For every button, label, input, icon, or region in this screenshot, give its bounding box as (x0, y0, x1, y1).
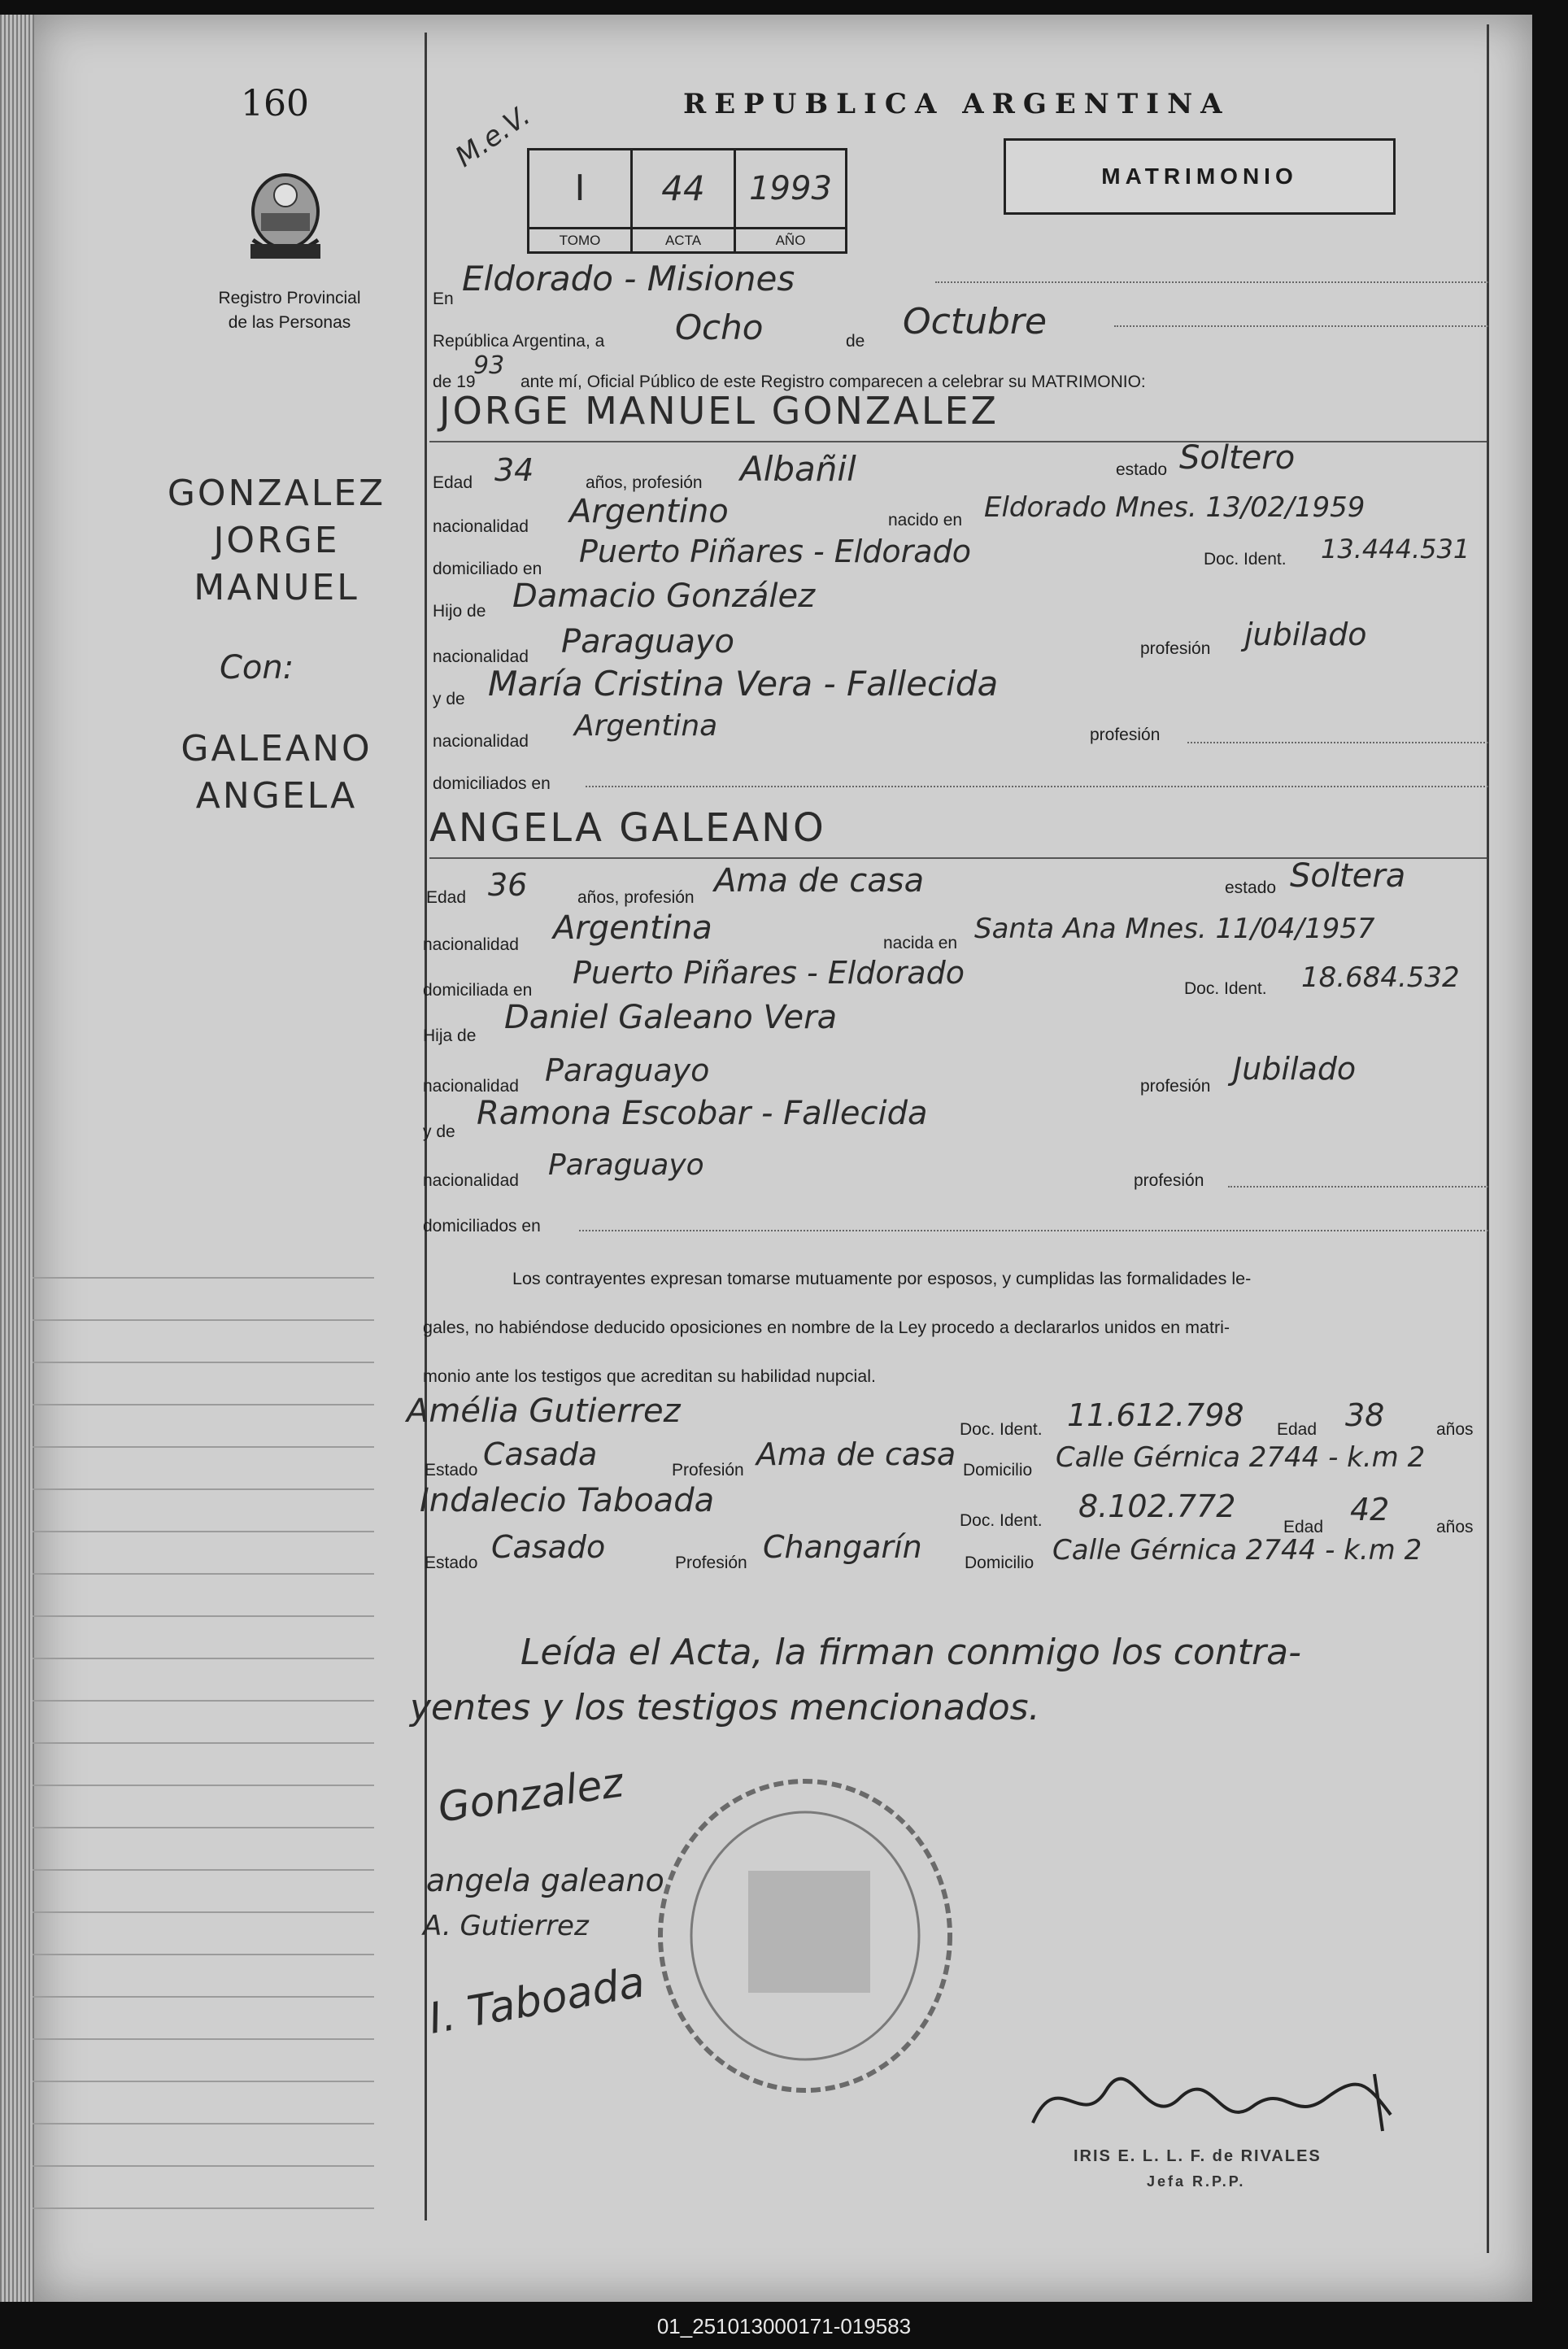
witness-2-edad-label: Edad (1283, 1518, 1324, 1536)
groom-edad-label: Edad (433, 473, 473, 492)
signature-bride: angela galeano (426, 1863, 664, 1898)
witness-2-estado-label: Estado (425, 1554, 478, 1572)
groom-padre-nac: Paraguayo (561, 623, 734, 660)
groom-padre: Damacio González (512, 577, 816, 615)
intro-place: Eldorado - Misiones (462, 259, 795, 299)
groom-madre: María Cristina Vera - Fallecida (488, 664, 999, 704)
bride-name: ANGELA GALEANO (429, 805, 826, 851)
ruled-line (33, 1362, 374, 1363)
closing-line-1: Leída el Acta, la firman conmigo los contra- (520, 1632, 1301, 1673)
intro-day: Ocho (675, 307, 764, 347)
intro-rep-label: República Argentina, a (433, 332, 605, 351)
witness-2-edad: 42 (1350, 1492, 1390, 1528)
ruled-line (33, 1700, 374, 1702)
groom-nacido-label: nacido en (888, 511, 963, 530)
declaration-line-1: Los contrayentes expresan tomarse mutuamente por esposos, y cumplidas las formalidades le- (512, 1269, 1252, 1288)
groom-nacionalidad: Argentino (569, 493, 729, 530)
bride-domicilio: Puerto Piñares - Eldorado (573, 955, 965, 991)
bride-padre-prof: Jubilado (1233, 1051, 1357, 1087)
witness-2-name: Indalecio Taboada (420, 1482, 715, 1519)
official-seal-icon (651, 1773, 960, 2098)
witness-2-estado: Casado (491, 1529, 606, 1565)
witness-2-profesion-label: Profesión (675, 1554, 747, 1572)
witness-1-domicilio-label: Domicilio (963, 1461, 1033, 1480)
groom-madre-nac-label: nacionalidad (433, 732, 529, 751)
witness-1-estado-label: Estado (425, 1461, 478, 1480)
bride-madre-label: y de (423, 1122, 455, 1141)
ruled-line (33, 2038, 374, 2040)
margin-bride-surname: GALEANO (181, 728, 372, 769)
document-type: MATRIMONIO (1101, 163, 1298, 189)
ruled-line (33, 1404, 374, 1405)
groom-doc-label: Doc. Ident. (1204, 550, 1287, 569)
ano-value: 1993 (749, 170, 832, 207)
bride-profesion: Ama de casa (714, 862, 925, 900)
margin-summary-groom (138, 470, 415, 612)
witness-2-doc-label: Doc. Ident. (960, 1511, 1043, 1530)
witness-1-edad: 38 (1345, 1397, 1385, 1433)
bride-doc: 18.684.532 (1301, 961, 1460, 994)
bride-estado-label: estado (1225, 878, 1277, 897)
ruled-line (33, 1658, 374, 1659)
margin-note-top: M.e.V. (449, 99, 537, 174)
signature-witness-1: A. Gutierrez (423, 1910, 589, 1942)
witness-1-domicilio: Calle Gérnica 2744 - k.m 2 (1056, 1441, 1426, 1474)
declaration-line-3: monio ante los testigos que acreditan su habilidad nupcial. (423, 1366, 876, 1386)
page-number: 160 (241, 83, 309, 124)
acta-value: 44 (661, 168, 705, 208)
groom-domicilio-label: domiciliado en (433, 560, 542, 578)
bride-nacida-label: nacida en (883, 934, 958, 952)
official-name: IRIS E. L. L. F. de RIVALES (1074, 2147, 1322, 2165)
bride-estado: Soltera (1290, 857, 1406, 895)
registry-line-2: de las Personas (228, 313, 351, 332)
bride-padre-label: Hija de (423, 1026, 477, 1045)
bride-madre: Ramona Escobar - Fallecida (477, 1095, 928, 1132)
witness-1-profesion-label: Profesión (672, 1461, 744, 1480)
intro-en-label: En (433, 290, 454, 308)
groom-padre-nac-label: nacionalidad (433, 647, 529, 666)
declaration-line-2: gales, no habiéndose deducido oposiciones en nombre de la Ley procedo a declararlos unidos en matri- (423, 1318, 1230, 1337)
signature-witness-2: I. Taboada (425, 1958, 649, 2044)
witness-1-doc-label: Doc. Ident. (960, 1420, 1043, 1439)
margin-summary-bride (138, 726, 415, 820)
bride-padre-nac: Paraguayo (545, 1052, 710, 1088)
bride-nacionalidad-label: nacionalidad (423, 935, 519, 954)
ruled-line (33, 1785, 374, 1786)
coat-of-arms-icon (233, 163, 338, 268)
bride-madre-nac-label: nacionalidad (423, 1171, 519, 1190)
groom-madre-nac: Argentina (574, 709, 718, 743)
right-rule (1487, 24, 1489, 2253)
groom-padre-prof: jubilado (1244, 617, 1367, 652)
bride-madre-nac: Paraguayo (548, 1148, 704, 1182)
witness-1-anos-label: años (1436, 1420, 1474, 1439)
ruled-line (33, 1615, 374, 1617)
intro-text: ante mí, Oficial Público de este Registro comparecen a celebrar su MATRIMONIO: (520, 373, 1146, 391)
witness-1-profesion: Ama de casa (756, 1436, 956, 1472)
bride-nacida: Santa Ana Mnes. 11/04/1957 (974, 913, 1375, 945)
official-signature-icon (1025, 2058, 1415, 2147)
groom-doc: 13.444.531 (1321, 534, 1470, 564)
ano-label: AÑO (775, 233, 806, 248)
witness-2-domicilio-label: Domicilio (965, 1554, 1034, 1572)
registry-name (192, 286, 387, 335)
bride-madre-prof-label: profesión (1134, 1171, 1204, 1190)
groom-padre-prof-label: profesión (1140, 639, 1211, 658)
witness-2-domicilio: Calle Gérnica 2744 - k.m 2 (1052, 1534, 1422, 1567)
groom-domicilio: Puerto Piñares - Eldorado (579, 534, 971, 569)
groom-profesion: Albañil (740, 449, 856, 489)
groom-estado-label: estado (1116, 460, 1168, 479)
bride-edad: 36 (488, 867, 528, 903)
ruled-line (33, 1911, 374, 1913)
witness-1-edad-label: Edad (1277, 1420, 1318, 1439)
groom-padre-label: Hijo de (433, 602, 486, 621)
groom-estado: Soltero (1179, 439, 1296, 477)
bride-edad-label: Edad (426, 888, 467, 907)
margin-groom-first: JORGE (213, 520, 340, 561)
tomo-label: TOMO (529, 229, 633, 251)
ruled-line (33, 1742, 374, 1744)
ruled-line (33, 2165, 374, 2167)
document-type-box (1004, 138, 1396, 215)
ruled-line (33, 1827, 374, 1828)
groom-name: JORGE MANUEL GONZALEZ (439, 389, 1000, 433)
bride-padre-prof-label: profesión (1140, 1077, 1211, 1096)
intro-de-label: de (846, 332, 865, 351)
witness-2-doc: 8.102.772 (1078, 1488, 1236, 1524)
witness-1-estado: Casada (483, 1436, 598, 1472)
witness-1-doc: 11.612.798 (1067, 1397, 1244, 1433)
groom-domiciliados-label: domiciliados en (433, 774, 551, 793)
bride-doc-label: Doc. Ident. (1184, 979, 1267, 998)
margin-bride-first: ANGELA (195, 775, 358, 817)
witness-2-profesion: Changarín (763, 1529, 922, 1565)
footer-image-id: 01_251013000171-019583 (656, 2314, 912, 2338)
bride-domiciliados-label: domiciliados en (423, 1217, 541, 1236)
groom-profesion-label: años, profesión (586, 473, 703, 492)
intro-year-prefix: de 19 (433, 373, 476, 391)
witness-2-anos-label: años (1436, 1518, 1474, 1536)
margin-con: Con: (220, 649, 294, 686)
groom-edad: 34 (494, 452, 534, 488)
groom-nacionalidad-label: nacionalidad (433, 517, 529, 536)
ruled-line (33, 2207, 374, 2209)
ruled-line (33, 1446, 374, 1448)
ruled-line (33, 2123, 374, 2125)
bride-domicilio-label: domiciliada en (423, 981, 533, 1000)
groom-madre-label: y de (433, 690, 465, 708)
registry-line-1: Registro Provincial (218, 289, 361, 307)
ruled-line (33, 1573, 374, 1575)
document-header: REPUBLICA ARGENTINA (683, 88, 1230, 120)
record-box (527, 148, 847, 254)
bride-padre: Daniel Galeano Vera (504, 999, 838, 1036)
official-title: Jefa R.P.P. (1147, 2173, 1246, 2190)
margin-groom-surname: GONZALEZ (167, 473, 386, 514)
ruled-line (33, 1996, 374, 1998)
ruled-line (33, 2081, 374, 2082)
bride-padre-nac-label: nacionalidad (423, 1077, 519, 1096)
witness-1-name: Amélia Gutierrez (407, 1392, 681, 1430)
tomo-value: I (574, 168, 586, 209)
ruled-line (33, 1277, 374, 1279)
intro-year-suffix: 93 (473, 351, 505, 380)
signature-groom: Gonzalez (435, 1758, 626, 1832)
bride-profesion-label: años, profesión (577, 888, 695, 907)
ruled-line (33, 1531, 374, 1532)
groom-madre-prof-label: profesión (1090, 726, 1161, 744)
bride-nacionalidad: Argentina (553, 909, 712, 947)
ruled-line (33, 1954, 374, 1955)
intro-month: Octubre (903, 301, 1048, 342)
closing-line-2: yentes y los testigos mencionados. (410, 1687, 1040, 1728)
ruled-line (33, 1319, 374, 1321)
margin-groom-middle: MANUEL (194, 567, 359, 608)
ruled-line (33, 1869, 374, 1871)
groom-nacido: Eldorado Mnes. 13/02/1959 (984, 491, 1365, 524)
acta-label: ACTA (633, 229, 736, 251)
ruled-line (33, 1488, 374, 1490)
